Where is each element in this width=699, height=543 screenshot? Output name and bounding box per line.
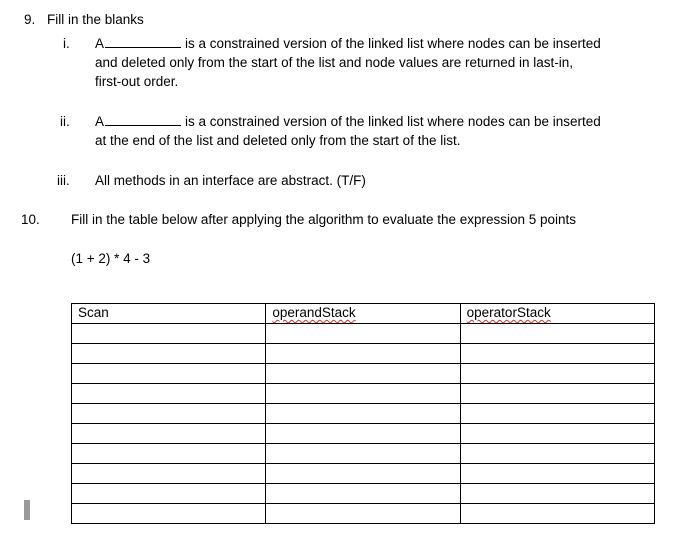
table-row xyxy=(72,384,655,404)
item-ii-text1: is a constrained version of the linked list where nodes can be inserted xyxy=(185,114,601,129)
table-cell[interactable] xyxy=(72,364,266,384)
table-cell[interactable] xyxy=(72,504,266,524)
table-cell[interactable] xyxy=(460,364,654,384)
item-iii-text: All methods in an interface are abstract. (T/F) xyxy=(95,173,366,188)
table-row xyxy=(72,324,655,344)
table-cell[interactable] xyxy=(72,444,266,464)
table-cell[interactable] xyxy=(460,444,654,464)
table-cell[interactable] xyxy=(460,424,654,444)
table-row xyxy=(72,504,655,524)
evaluation-table-body xyxy=(72,304,655,524)
question-9-title: Fill in the blanks xyxy=(47,12,144,27)
table-cell[interactable] xyxy=(72,424,266,444)
item-i-text1: is a constrained version of the linked list where nodes can be inserted xyxy=(185,36,601,51)
header-operand-stack-label: operandStack xyxy=(272,305,356,320)
table-cell[interactable] xyxy=(266,504,460,524)
table-cell[interactable] xyxy=(266,444,460,464)
header-scan-label: Scan xyxy=(78,305,109,320)
item-i-lead: A xyxy=(95,36,105,51)
header-scan xyxy=(72,304,266,324)
table-cell[interactable] xyxy=(72,324,266,344)
item-i-line1 xyxy=(95,34,601,53)
table-row xyxy=(72,484,655,504)
table-cell[interactable] xyxy=(266,384,460,404)
table-cell[interactable] xyxy=(266,424,460,444)
table-cell[interactable] xyxy=(266,364,460,384)
table-cell[interactable] xyxy=(460,484,654,504)
table-cell[interactable] xyxy=(72,404,266,424)
blank-line-i[interactable] xyxy=(105,35,181,48)
item-ii-line2: at the end of the list and deleted only from the start of the list. xyxy=(95,133,461,148)
header-operand-stack xyxy=(266,304,460,324)
table-cell[interactable] xyxy=(266,484,460,504)
table-cell[interactable] xyxy=(266,464,460,484)
item-i-line3: first-out order. xyxy=(95,74,179,89)
table-cell[interactable] xyxy=(460,344,654,364)
blank-line-ii[interactable] xyxy=(105,113,181,126)
header-operator-stack-label: operatorStack xyxy=(466,305,551,320)
question-10-number: 10. xyxy=(21,212,40,227)
item-i-line2: and deleted only from the start of the list and node values are returned in last-in, xyxy=(95,55,574,70)
table-cell[interactable] xyxy=(72,344,266,364)
table-cell[interactable] xyxy=(460,504,654,524)
item-ii-lead: A xyxy=(95,114,105,129)
table-cell[interactable] xyxy=(72,464,266,484)
table-row xyxy=(72,444,655,464)
header-operator-stack xyxy=(460,304,654,324)
table-cell[interactable] xyxy=(266,324,460,344)
table-row xyxy=(72,404,655,424)
table-row xyxy=(72,344,655,364)
table-cell[interactable] xyxy=(266,404,460,424)
item-ii-line1 xyxy=(95,112,601,131)
cursor-marker xyxy=(24,500,30,520)
table-row xyxy=(72,424,655,444)
table-cell[interactable] xyxy=(460,324,654,344)
evaluation-table xyxy=(71,303,655,524)
table-cell[interactable] xyxy=(72,484,266,504)
table-cell[interactable] xyxy=(72,384,266,404)
question-9-number: 9. xyxy=(24,12,36,27)
table-row xyxy=(72,364,655,384)
table-cell[interactable] xyxy=(460,464,654,484)
item-iii-marker: iii. xyxy=(57,173,70,188)
expression: (1 + 2) * 4 - 3 xyxy=(71,251,151,266)
table-row xyxy=(72,464,655,484)
table-cell[interactable] xyxy=(460,384,654,404)
question-10-text: Fill in the table below after applying the algorithm to evaluate the expression 5 points xyxy=(71,212,577,227)
item-ii-marker: ii. xyxy=(60,114,70,129)
table-cell[interactable] xyxy=(266,344,460,364)
table-header-row xyxy=(72,304,655,324)
table-cell[interactable] xyxy=(460,404,654,424)
item-i-marker: i. xyxy=(63,36,70,51)
